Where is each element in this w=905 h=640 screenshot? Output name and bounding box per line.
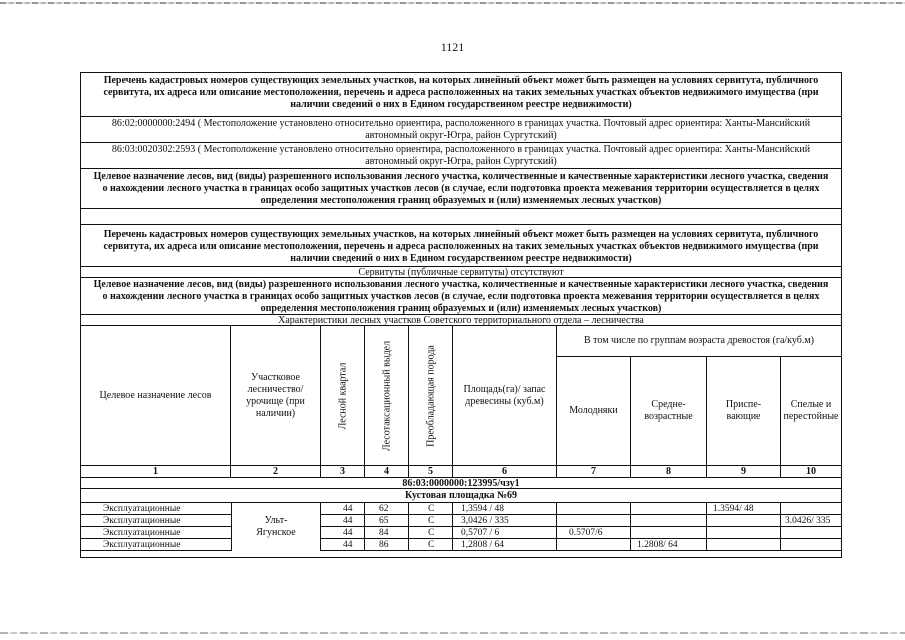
- scan-edge-top: [0, 2, 905, 4]
- row-purpose: Эксплуатационные: [103, 528, 181, 538]
- table-row: [81, 539, 841, 551]
- col-num-5: 5: [409, 466, 453, 478]
- grid-line: [630, 503, 631, 551]
- row-species: С: [428, 504, 435, 514]
- header-age-group-title: В том числе по группам возраста древостоя (га/куб.м): [557, 326, 841, 357]
- header-quarter-label: Лесной квартал: [337, 362, 348, 429]
- grid-line: [320, 503, 321, 551]
- header-purpose: Целевое назначение лесов: [81, 326, 231, 465]
- row-middle: 1.2808/ 64: [637, 540, 678, 550]
- district-cell: Ульт-Ягунское: [232, 503, 320, 551]
- parcel-2: 86:03:0020302:2593 ( Местоположение установлено относительно ориентира, расположенного в границах участка. Почтовый адрес ориентира: Ханты-Мансийский автономный округ-Югра, район Сургутский): [81, 143, 841, 169]
- row-quarter: 44: [343, 540, 353, 550]
- grid-line: [780, 503, 781, 551]
- row-area: 3,0426 / 335: [461, 516, 509, 526]
- header-middle: Средне-возрастные: [631, 357, 707, 465]
- header-allotment-label: Лесотаксационный выдел: [381, 340, 392, 451]
- row-quarter: 44: [343, 516, 353, 526]
- header-quarter: [321, 326, 365, 465]
- col-num-7: 7: [557, 466, 631, 478]
- table-row: [81, 503, 841, 515]
- empty-row: [81, 209, 841, 225]
- row-species: С: [428, 528, 435, 538]
- col-num-8: 8: [631, 466, 707, 478]
- header-district: Участковое лесничество/ урочище (при наличии): [231, 326, 321, 465]
- table-header: [81, 326, 841, 466]
- row-species: С: [428, 516, 435, 526]
- forest-table-title: Характеристики лесных участков Советского территориального отдела – лесничества: [81, 315, 841, 326]
- grid-line: [364, 503, 365, 551]
- row-area: 1,2808 / 64: [461, 540, 505, 550]
- header-area: Площадь(га)/ запас древесины (куб.м): [453, 326, 557, 465]
- pad-row: Кустовая площадка №69: [81, 489, 841, 503]
- row-purpose: Эксплуатационные: [103, 516, 181, 526]
- row-allotment: 84: [379, 528, 389, 538]
- grid-line: [452, 503, 453, 551]
- row-species: С: [428, 540, 435, 550]
- col-num-6: 6: [453, 466, 557, 478]
- row-young: 0.5707/6: [569, 528, 603, 538]
- section1-forest-heading: Целевое назначение лесов, вид (виды) разрешенного использования лесного участка, количественные и качественные характеристики лесного участка, сведения о нахождении лесного участка в границах особо защитных участков лесов (в случае, если подготовка проекта межевания территории осуществляется в целях определения местоположения границ образуемых и (или) изменяемых лесных участков): [81, 169, 841, 209]
- page-number: 1121: [440, 40, 465, 54]
- cadastral-row: 86:03:0000000:123995/чзу1: [81, 478, 841, 489]
- table-row: [81, 527, 841, 539]
- header-young: Молодняки: [557, 357, 631, 465]
- row-allotment: 65: [379, 516, 389, 526]
- table-row: [81, 515, 841, 527]
- grid-line: [706, 503, 707, 551]
- scan-edge-bottom: [0, 632, 905, 634]
- header-allotment: [365, 326, 409, 465]
- grid-line: [408, 503, 409, 551]
- row-purpose: Эксплуатационные: [103, 540, 181, 550]
- col-num-4: 4: [365, 466, 409, 478]
- document-table: [80, 72, 842, 558]
- header-species: [409, 326, 453, 465]
- row-quarter: 44: [343, 528, 353, 538]
- header-ripening: Приспе-вающие: [707, 357, 781, 465]
- section2-heading: Перечень кадастровых номеров существующих земельных участков, на которых линейный объект может быть размещен на условиях сервитута, публичного сервитута, их адреса или описание местоположения, перечень и адреса расположенных на таких земельных участках объектов недвижимого имущества (при наличии сведений о них в Едином государственном реестре недвижимости): [81, 225, 841, 267]
- col-num-1: 1: [81, 466, 231, 478]
- parcel-1: 86:02:0000000:2494 ( Местоположение установлено относительно ориентира, расположенного в границах участка. Почтовый адрес ориентира: Ханты-Мансийский автономный округ-Югра, район Сургутский): [81, 117, 841, 143]
- col-num-2: 2: [231, 466, 321, 478]
- col-num-10: 10: [806, 466, 816, 477]
- section1-heading: Перечень кадастровых номеров существующих земельных участков, на которых линейный объект может быть размещен на условиях сервитута, публичного сервитута, их адреса или описание местоположения, перечень и адреса расположенных на таких земельных участках объектов недвижимого имущества (при наличии сведений о них в Едином государственном реестре недвижимости): [81, 73, 841, 117]
- row-mature: 3.0426/ 335: [785, 516, 831, 526]
- row-ripening: 1.3594/ 48: [713, 504, 754, 514]
- row-area: 1,3594 / 48: [461, 504, 505, 514]
- col-num-3: 3: [321, 466, 365, 478]
- grid-line: [556, 503, 557, 551]
- servitude-note: Сервитуты (публичные сервитуты) отсутствуют: [81, 267, 841, 278]
- column-number-row: [81, 466, 841, 478]
- row-quarter: 44: [343, 504, 353, 514]
- grid-line: [231, 503, 232, 551]
- header-mature: Спелые и перестойные: [783, 399, 839, 422]
- header-species-label: Преобладающая порода: [425, 344, 436, 447]
- row-allotment: 86: [379, 540, 389, 550]
- row-purpose: Эксплуатационные: [103, 504, 181, 514]
- row-allotment: 62: [379, 504, 389, 514]
- data-rows: [81, 503, 841, 553]
- col-num-9: 9: [707, 466, 781, 478]
- section2-forest-heading: Целевое назначение лесов, вид (виды) разрешенного использования лесного участка, количественные и качественные характеристики лесного участка, сведения о нахождении лесного участка в границах особо защитных участков лесов (в случае, если подготовка проекта межевания территории осуществляется в целях определения местоположения границ образуемых и (или) изменяемых лесных участков): [81, 278, 841, 315]
- row-area: 0,5707 / 6: [461, 528, 500, 538]
